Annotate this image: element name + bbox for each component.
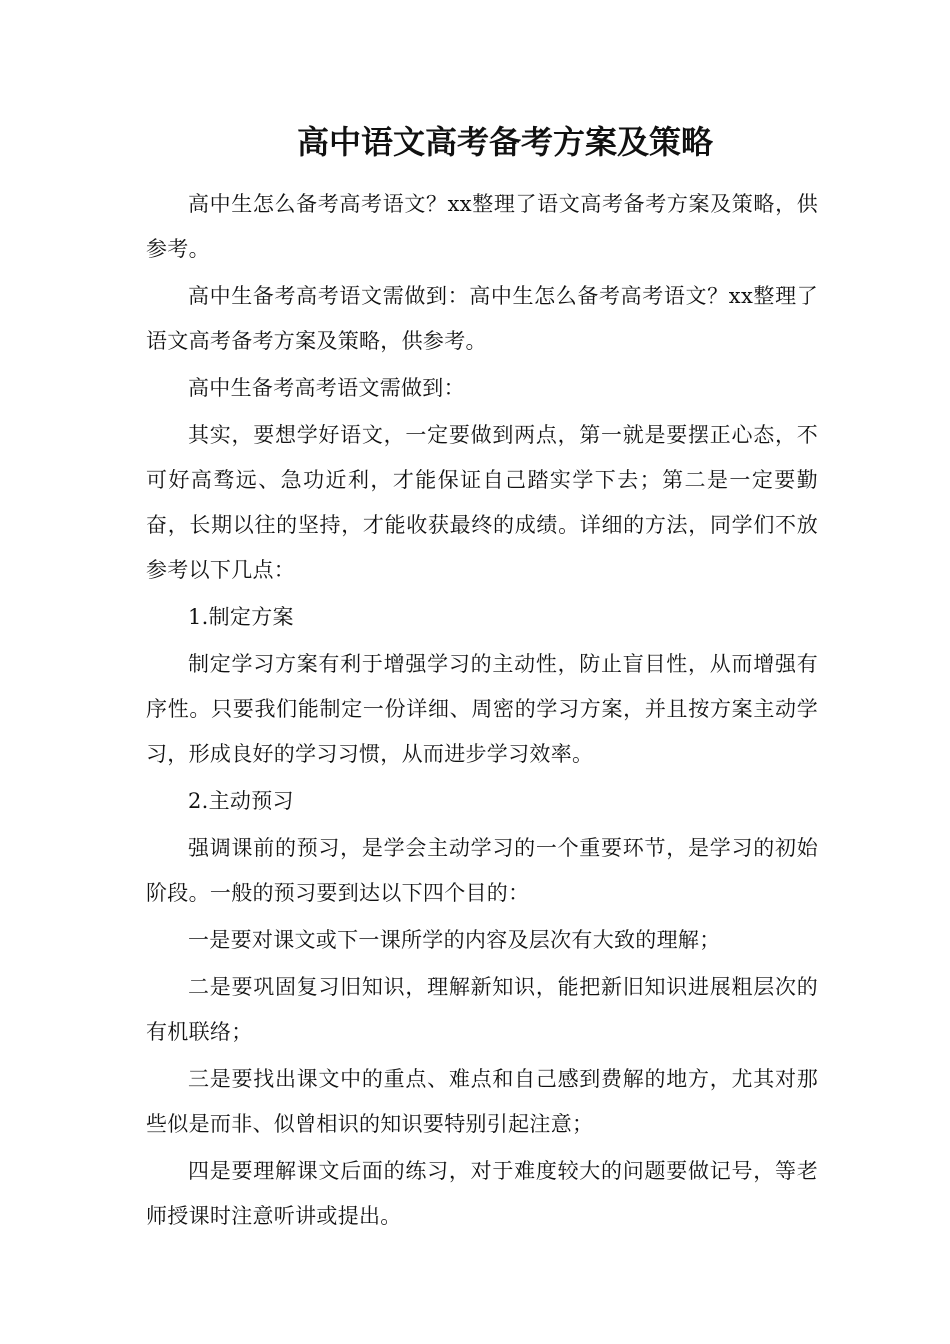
paragraph-lead-in: 高中生备考高考语文需做到： — [188, 376, 465, 400]
paragraph-repeat-intro: 高中生备考高考语文需做到：高中生怎么备考高考语文？xx整理了语文高考备考方案及策略，供参考。 — [146, 284, 818, 353]
document-body — [146, 182, 818, 1241]
document-title: 高中语文高考备考方案及策略 — [296, 123, 713, 161]
list-item-goal-4: 四是要理解课文后面的练习，对于难度较大的问题要做记号，等老师授课时注意听讲或提出。 — [146, 1159, 818, 1228]
section-heading-preview: 2.主动预习 — [188, 789, 294, 813]
paragraph-plan: 制定学习方案有利于增强学习的主动性，防止盲目性，从而增强有序性。只要我们能制定一份详细、周密的学习方案，并且按方案主动学习，形成良好的学习习惯，从而进步学习效率。 — [146, 652, 818, 766]
section-heading-plan: 1.制定方案 — [188, 605, 294, 629]
list-item-goal-2: 二是要巩固复习旧知识，理解新知识，能把新旧知识进展粗层次的有机联络； — [146, 975, 818, 1044]
paragraph-preview: 强调课前的预习，是学会主动学习的一个重要环节，是学习的初始阶段。一般的预习要到达以下四个目的： — [146, 836, 818, 905]
paragraph-mindset: 其实，要想学好语文，一定要做到两点，第一就是要摆正心态，不可好高骛远、急功近利，才能保证自己踏实学下去；第二是一定要勤奋，长期以往的坚持，才能收获最终的成绩。详细的方法，同学们不放参考以下几点： — [146, 423, 818, 582]
list-item-goal-1: 一是要对课文或下一课所学的内容及层次有大致的理解； — [188, 928, 721, 952]
paragraph-intro: 高中生怎么备考高考语文？xx整理了语文高考备考方案及策略，供参考。 — [146, 192, 818, 261]
list-item-goal-3: 三是要找出课文中的重点、难点和自己感到费解的地方，尤其对那些似是而非、似曾相识的知识要特别引起注意； — [146, 1067, 818, 1136]
